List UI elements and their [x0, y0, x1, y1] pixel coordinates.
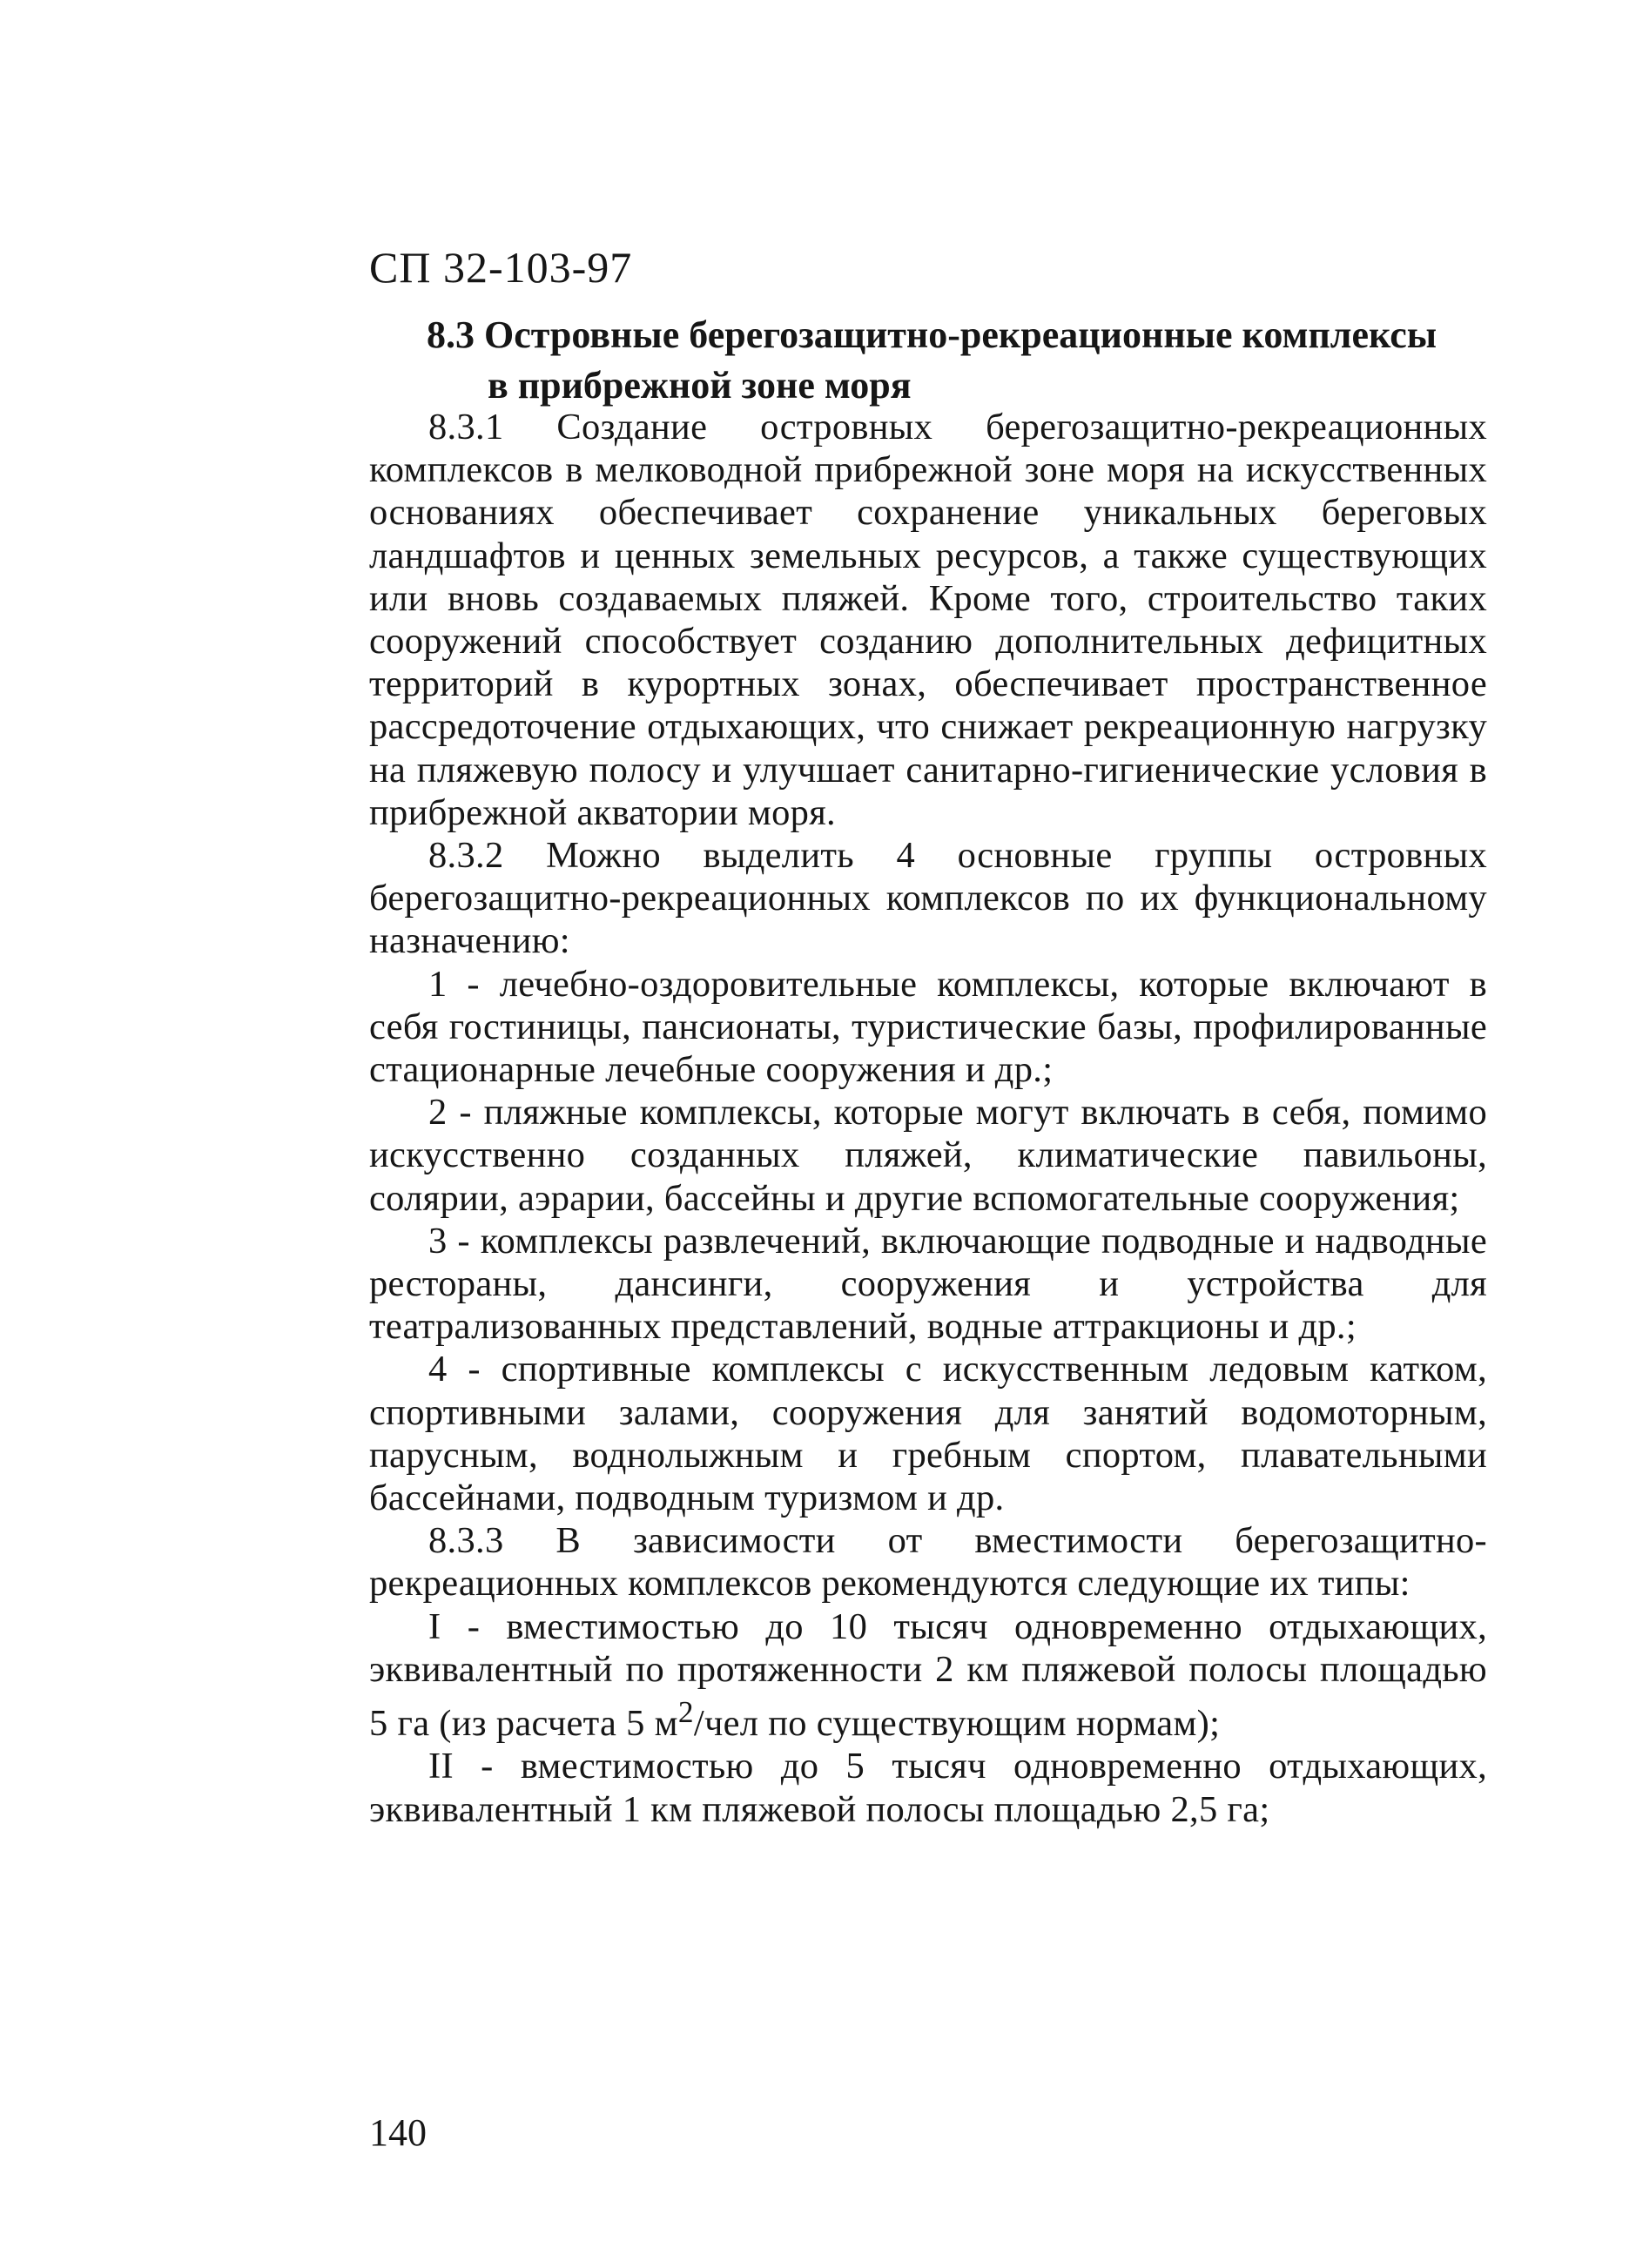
section-heading — [427, 310, 1498, 411]
paragraph-8-3-2: 8.3.2 Можно выделить 4 основные группы островных берегозащитно-рекреационных комплексов по их функциональному назначению: — [369, 835, 1487, 962]
list-item-group-2: 2 - пляжные комплексы, которые могут включать в себя, помимо искусственно созданных пляжей, климатические павильоны, солярии, аэрарии, бассейны и другие вспомогательные сооружения; — [369, 1092, 1487, 1219]
paragraph-8-3-3: 8.3.3 В зависимости от вместимости берегозащитно-рекреационных комплексов рекомендуются следующие их типы: — [369, 1520, 1487, 1605]
list-item-group-1: 1 - лечебно-оздоровительные комплексы, которые включают в себя гостиницы, пансионаты, туристические базы, профилированные стационарные лечебные сооружения и др.; — [369, 963, 1487, 1091]
type-i-text-end: /чел по существующим нормам); — [693, 1703, 1221, 1745]
document-code: СП 32-103-97 — [369, 243, 633, 292]
section-heading-line-2: в прибрежной зоне моря — [488, 364, 912, 407]
paragraph-8-3-1: 8.3.1 Создание островных берегозащитно-рекреационных комплексов в мелководной прибрежной зоне моря на искусственных основаниях обеспечивает сохранение уникальных береговых ландшафтов и ценных земельных ресурсов, а также существующих или вновь создаваемых пляжей. Кроме того, строительство таких сооружений способствует созданию дополнительных дефицитных территорий в курортных зонах, обеспечивает пространственное рассредоточение отдыхающих, что снижает рекреационную нагрузку на пляжевую полосу и улучшает санитарно-гигиенические условия в прибрежной акватории моря. — [369, 407, 1487, 833]
type-i-superscript: 2 — [677, 1694, 694, 1730]
list-item-group-3: 3 - комплексы развлечений, включающие подводные и надводные рестораны, дансинги, сооружения и устройства для театрализованных представлений, водные аттракционы и др.; — [369, 1220, 1487, 1348]
document-body — [369, 406, 1487, 1831]
list-item-type-i — [369, 1605, 1487, 1746]
type-i-text: I - вместимостью до 10 тысяч одновременно отдыхающих, эквивалентный по протяженности 2 км пляжевой полосы площадью 5 га (из расчета 5 м — [369, 1605, 1487, 1745]
page-number: 140 — [369, 2111, 427, 2154]
list-item-type-ii: II - вместимостью до 5 тысяч одновременно отдыхающих, эквивалентный 1 км пляжевой полосы площадью 2,5 га; — [369, 1746, 1487, 1830]
section-heading-line-1: 8.3 Островные берегозащитно-рекреационные комплексы — [427, 313, 1437, 356]
list-item-group-4: 4 - спортивные комплексы с искусственным ледовым катком, спортивными залами, сооружения для занятий водомоторным, парусным, воднолыжным и гребным спортом, плавательными бассейнами, подводным туризмом и др. — [369, 1349, 1487, 1519]
